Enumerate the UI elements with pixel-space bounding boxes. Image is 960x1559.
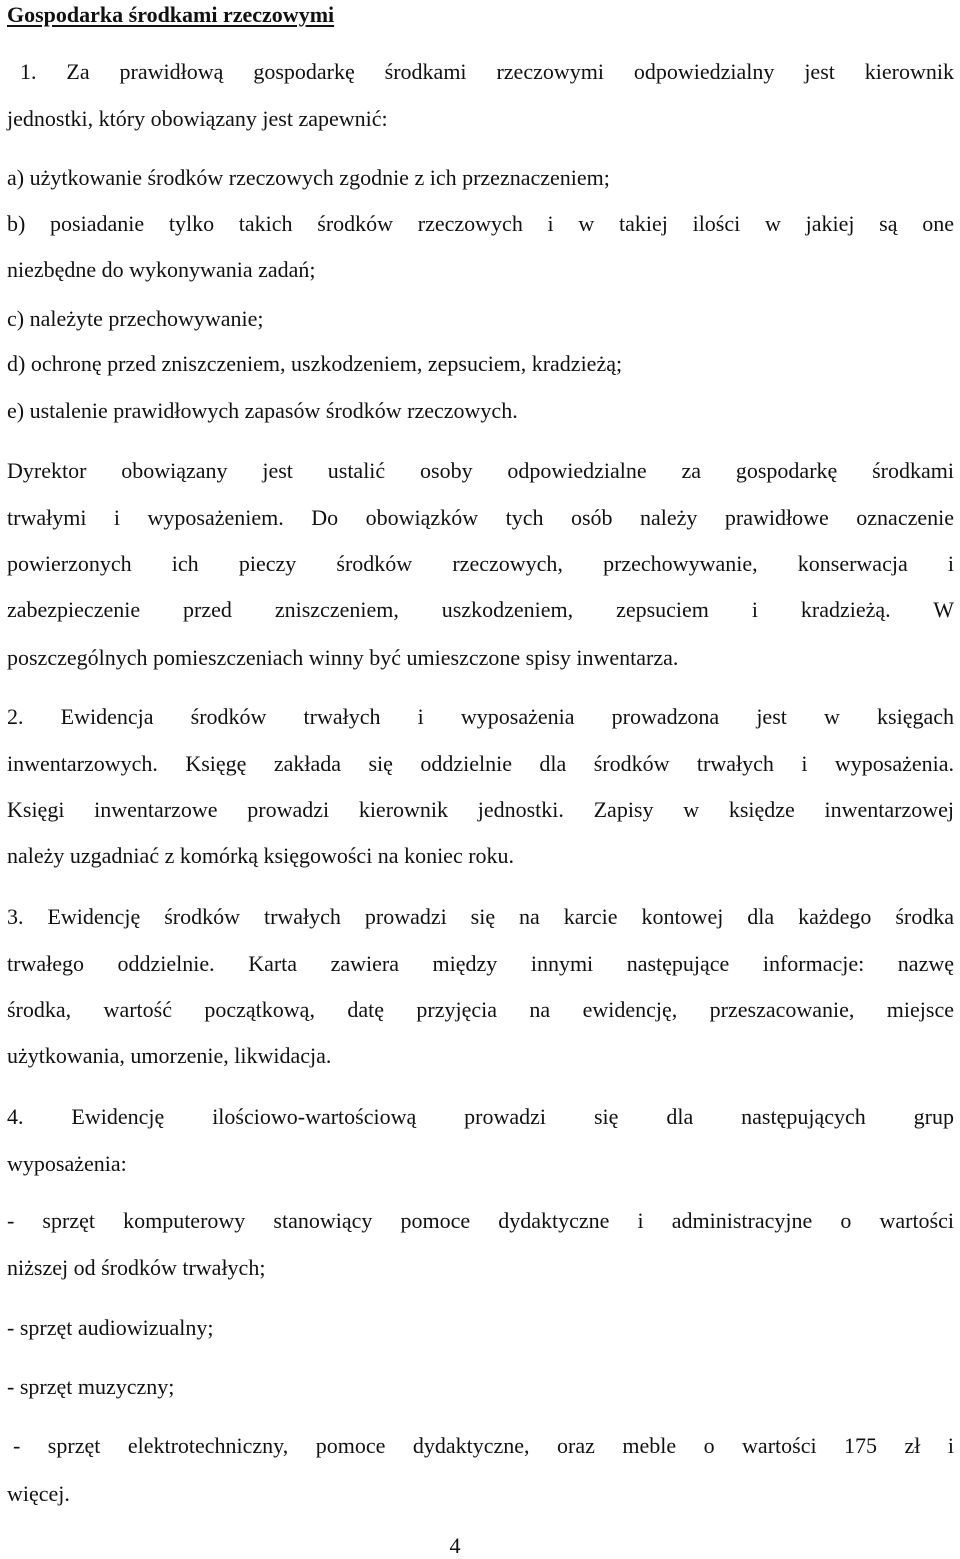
section-1-line: 1. Za prawidłową gospodarkę środkami rzeczowymi odpowiedzialny jest kierownik [20, 59, 954, 84]
list-item-e: e) ustalenie prawidłowych zapasów środków rzeczowych. [7, 398, 518, 423]
section-2-line: inwentarzowych. Księgę zakłada się oddzielnie dla środków trwałych i wyposażenia. [7, 751, 954, 776]
section-4-line: 4. Ewidencję ilościowo-wartościową prowadzi się dla następujących grup [7, 1104, 954, 1129]
list-item-b-continued: niezbędne do wykonywania zadań; [7, 257, 316, 282]
list-item-a: a) użytkowanie środków rzeczowych zgodnie z ich przeznaczeniem; [7, 165, 610, 190]
equipment-list-item: - sprzęt audiowizualny; [7, 1315, 214, 1340]
section-2-line: 2. Ewidencja środków trwałych i wyposażenia prowadzona jest w księgach [7, 704, 954, 729]
paragraph-line: powierzonych ich pieczy środków rzeczowych, przechowywanie, konserwacja i [7, 551, 954, 576]
equipment-list-item-continued: więcej. [7, 1481, 70, 1506]
section-2-line: Księgi inwentarzowe prowadzi kierownik jednostki. Zapisy w księdze inwentarzowej [7, 797, 954, 822]
list-item-d: d) ochronę przed zniszczeniem, uszkodzeniem, zepsuciem, kradzieżą; [7, 351, 623, 376]
paragraph-line: poszczególnych pomieszczeniach winny być umieszczone spisy inwentarza. [7, 645, 679, 670]
paragraph-line: zabezpieczenie przed zniszczeniem, uszkodzeniem, zepsuciem i kradzieżą. W [7, 597, 954, 622]
document-title: Gospodarka środkami rzeczowymi [7, 2, 335, 27]
equipment-list-item-continued: niższej od środków trwałych; [7, 1255, 266, 1280]
equipment-list-item: - sprzęt elektrotechniczny, pomoce dydaktyczne, oraz meble o wartości 175 zł i [13, 1433, 954, 1458]
page-number: 4 [449, 1533, 461, 1558]
list-item-c: c) należyte przechowywanie; [7, 306, 264, 331]
section-3-line: 3. Ewidencję środków trwałych prowadzi się na karcie kontowej dla każdego środka [7, 904, 954, 929]
section-3-line: środka, wartość początkową, datę przyjęcia na ewidencję, przeszacowanie, miejsce [7, 997, 954, 1022]
equipment-list-item: - sprzęt muzyczny; [7, 1374, 175, 1399]
section-3-line: użytkowania, umorzenie, likwidacja. [7, 1043, 332, 1068]
equipment-list-item: - sprzęt komputerowy stanowiący pomoce dydaktyczne i administracyjne o wartości [7, 1208, 954, 1233]
paragraph-line: trwałymi i wyposażeniem. Do obowiązków tych osób należy prawidłowe oznaczenie [7, 505, 954, 530]
paragraph-line: Dyrektor obowiązany jest ustalić osoby odpowiedzialne za gospodarkę środkami [7, 458, 954, 483]
section-4-line: wyposażenia: [7, 1151, 127, 1176]
section-1-line: jednostki, który obowiązany jest zapewnić: [7, 106, 388, 131]
section-2-line: należy uzgadniać z komórką księgowości na koniec roku. [7, 843, 515, 868]
list-item-b: b) posiadanie tylko takich środków rzeczowych i w takiej ilości w jakiej są one [7, 211, 954, 236]
section-3-line: trwałego oddzielnie. Karta zawiera między innymi następujące informacje: nazwę [7, 951, 954, 976]
